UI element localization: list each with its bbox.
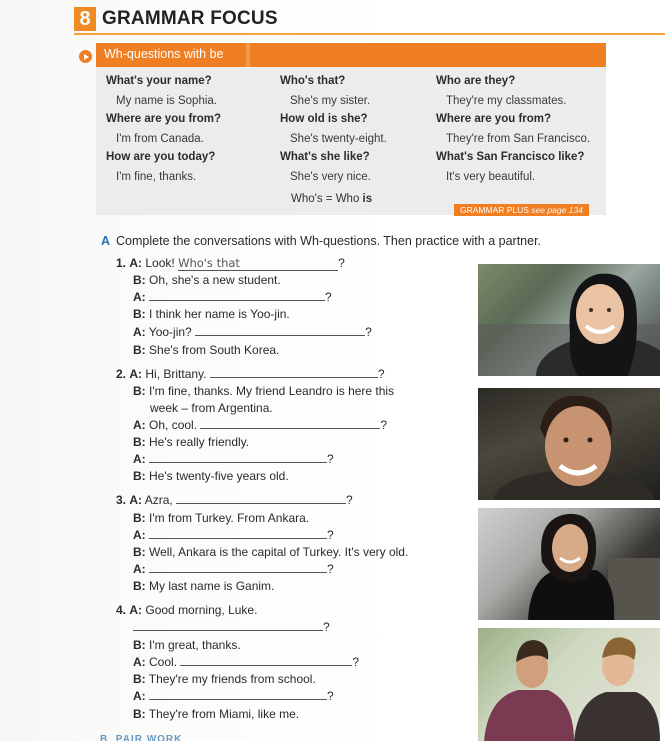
line-text: Hi, Brittany.	[145, 367, 210, 381]
grammar-box-title: Wh-questions with be	[104, 47, 224, 61]
conv2-line2b	[150, 401, 273, 415]
line-text: Cool.	[149, 655, 181, 669]
conv2-line2	[133, 384, 394, 398]
line-text: I'm great, thanks.	[149, 638, 241, 652]
line-text: Look!	[145, 256, 179, 270]
speaker: A:	[133, 452, 146, 466]
conv1-line3	[133, 290, 332, 304]
line-text: Azra,	[144, 493, 177, 507]
photo-man-smiling-icon	[478, 388, 660, 500]
conv1-line1	[116, 256, 345, 271]
grammar-question: Where are you from?	[436, 113, 552, 125]
speaker: A:	[129, 367, 143, 381]
contraction-long: is	[362, 193, 373, 205]
speaker: B:	[133, 545, 146, 559]
conv3-line6	[133, 579, 274, 593]
photo-woman-smiling-icon	[478, 264, 660, 376]
conv2-line3	[133, 418, 387, 432]
grammar-answer: She's my sister.	[290, 95, 371, 107]
grammar-question: What's San Francisco like?	[436, 151, 585, 163]
answer-blank-filled[interactable]: Who's that	[178, 256, 338, 271]
grammar-plus-link[interactable]	[454, 204, 589, 216]
conv4-line7	[133, 707, 299, 721]
line-text: They're my friends from school.	[148, 672, 316, 686]
question-mark: ?	[325, 290, 332, 304]
answer-blank[interactable]	[149, 562, 327, 573]
conv3-line5	[133, 562, 334, 576]
line-text: He's twenty-five years old.	[149, 469, 289, 483]
contraction-equals: = Who	[322, 193, 363, 205]
cut-off-next-exercise: B PAIR WORK	[100, 734, 183, 741]
speaker: B:	[133, 707, 146, 721]
conv1-line2	[133, 273, 281, 287]
conv3-line3	[133, 528, 334, 542]
grammar-answer: I'm from Canada.	[116, 133, 204, 145]
contraction-short: Who's	[291, 193, 323, 205]
line-text: week – from Argentina.	[150, 401, 273, 415]
grammar-question: Where are you from?	[106, 113, 222, 125]
exercise-letter: A	[101, 234, 111, 248]
question-mark: ?	[327, 562, 334, 576]
conv2-line1	[116, 367, 385, 381]
conv3-line4	[133, 545, 408, 559]
speaker: B:	[133, 435, 146, 449]
grammar-box	[96, 43, 606, 215]
speaker: B:	[133, 384, 146, 398]
speaker: B:	[133, 307, 146, 321]
question-mark: ?	[377, 367, 385, 381]
grammar-answer: They're my classmates.	[446, 95, 567, 107]
grammar-answer: She's twenty-eight.	[290, 133, 387, 145]
grammar-question: Who are they?	[436, 75, 516, 87]
conv4-line2	[133, 620, 330, 634]
conv2-line6	[133, 469, 289, 483]
answer-blank[interactable]	[149, 290, 325, 301]
section-number: 8	[74, 7, 96, 31]
speaker: A:	[133, 528, 146, 542]
contraction-note	[291, 193, 372, 205]
exercise-text: Complete the conversations with Wh-questions. Then practice with a partner.	[116, 234, 542, 248]
audio-play-icon[interactable]	[79, 50, 92, 63]
grammar-question: How old is she?	[280, 113, 368, 125]
question-mark: ?	[323, 620, 330, 634]
grammar-box-header	[96, 43, 606, 67]
grammar-answer: I'm fine, thanks.	[116, 171, 197, 183]
grammar-question: What's your name?	[106, 75, 212, 87]
answer-blank[interactable]	[133, 620, 323, 631]
line-text: Good morning, Luke.	[145, 603, 258, 617]
answer-blank[interactable]	[195, 325, 365, 336]
speaker: A:	[133, 689, 146, 703]
conv3-line2	[133, 511, 309, 525]
grammar-answer: She's very nice.	[290, 171, 371, 183]
grammar-column-2	[280, 75, 387, 189]
grammar-column-3	[436, 75, 590, 189]
conv-number: 2.	[116, 367, 127, 381]
conv4-line1	[116, 603, 257, 617]
answer-blank[interactable]	[149, 689, 327, 700]
speaker: B:	[133, 343, 146, 357]
title-divider	[74, 33, 665, 35]
conv2-line4	[133, 435, 249, 449]
conv2-line5	[133, 452, 334, 466]
question-mark: ?	[327, 528, 334, 542]
answer-blank[interactable]	[149, 528, 327, 539]
line-text: They're from Miami, like me.	[148, 707, 300, 721]
conv4-line6	[133, 689, 334, 703]
grammar-question: What's she like?	[280, 151, 370, 163]
grammar-answer: My name is Sophia.	[116, 95, 217, 107]
question-mark: ?	[327, 689, 334, 703]
speaker: A:	[133, 418, 146, 432]
line-text: Yoo-jin?	[148, 325, 196, 339]
line-text: Oh, cool.	[149, 418, 201, 432]
header-notch	[246, 43, 250, 67]
conv-number: 1.	[116, 256, 127, 270]
speaker: B:	[133, 579, 146, 593]
conv3-line1	[116, 493, 353, 507]
speaker: A:	[129, 603, 143, 617]
speaker: A:	[133, 655, 146, 669]
grammar-question: Who's that?	[280, 75, 346, 87]
speaker: B:	[133, 469, 146, 483]
question-mark: ?	[352, 655, 360, 669]
grammar-answer: They're from San Francisco.	[446, 133, 591, 145]
line-text: My last name is Ganim.	[149, 579, 275, 593]
grammar-plus-page: see page 134	[528, 205, 583, 215]
line-text: She's from South Korea.	[149, 343, 280, 357]
section-title: GRAMMAR FOCUS	[102, 8, 278, 29]
line-text: He's really friendly.	[149, 435, 250, 449]
photo-two-young-men-icon	[478, 628, 660, 741]
speaker: B:	[133, 273, 146, 287]
conv1-line5	[133, 325, 372, 339]
line-text: Well, Ankara is the capital of Turkey. It's very old.	[149, 545, 409, 559]
exercise-instruction	[101, 234, 541, 248]
answer-blank[interactable]	[200, 418, 380, 429]
photo-woman-laughing-icon	[478, 508, 660, 620]
grammar-answer: It's very beautiful.	[446, 171, 536, 183]
line-text: I'm fine, thanks. My friend Leandro is here this	[149, 384, 395, 398]
line-text: I think her name is Yoo-jin.	[149, 307, 290, 321]
speaker: A:	[133, 290, 146, 304]
question-mark: ?	[327, 452, 334, 466]
answer-blank[interactable]	[210, 367, 378, 378]
question-mark: ?	[338, 256, 345, 270]
answer-blank[interactable]	[176, 493, 346, 504]
speaker: A:	[133, 562, 146, 576]
conv-number: 3.	[116, 493, 127, 507]
speaker: A:	[129, 493, 143, 507]
question-mark: ?	[380, 418, 388, 432]
conv1-line6	[133, 343, 279, 357]
answer-blank[interactable]	[180, 655, 352, 666]
question-mark: ?	[365, 325, 372, 339]
grammar-column-1	[106, 75, 221, 189]
conv-number: 4.	[116, 603, 127, 617]
conv4-line5	[133, 672, 316, 686]
speaker: A:	[129, 256, 143, 270]
line-text: I'm from Turkey. From Ankara.	[149, 511, 310, 525]
grammar-question: How are you today?	[106, 151, 216, 163]
speaker: B:	[133, 672, 146, 686]
answer-blank[interactable]	[149, 452, 327, 463]
speaker: B:	[133, 511, 146, 525]
speaker: B:	[133, 638, 146, 652]
line-text: Oh, she's a new student.	[149, 273, 281, 287]
conv1-line4	[133, 307, 290, 321]
conv4-line3	[133, 638, 241, 652]
conv4-line4	[133, 655, 359, 669]
grammar-plus-label: GRAMMAR PLUS	[460, 205, 529, 215]
question-mark: ?	[346, 493, 353, 507]
speaker: A:	[133, 325, 146, 339]
